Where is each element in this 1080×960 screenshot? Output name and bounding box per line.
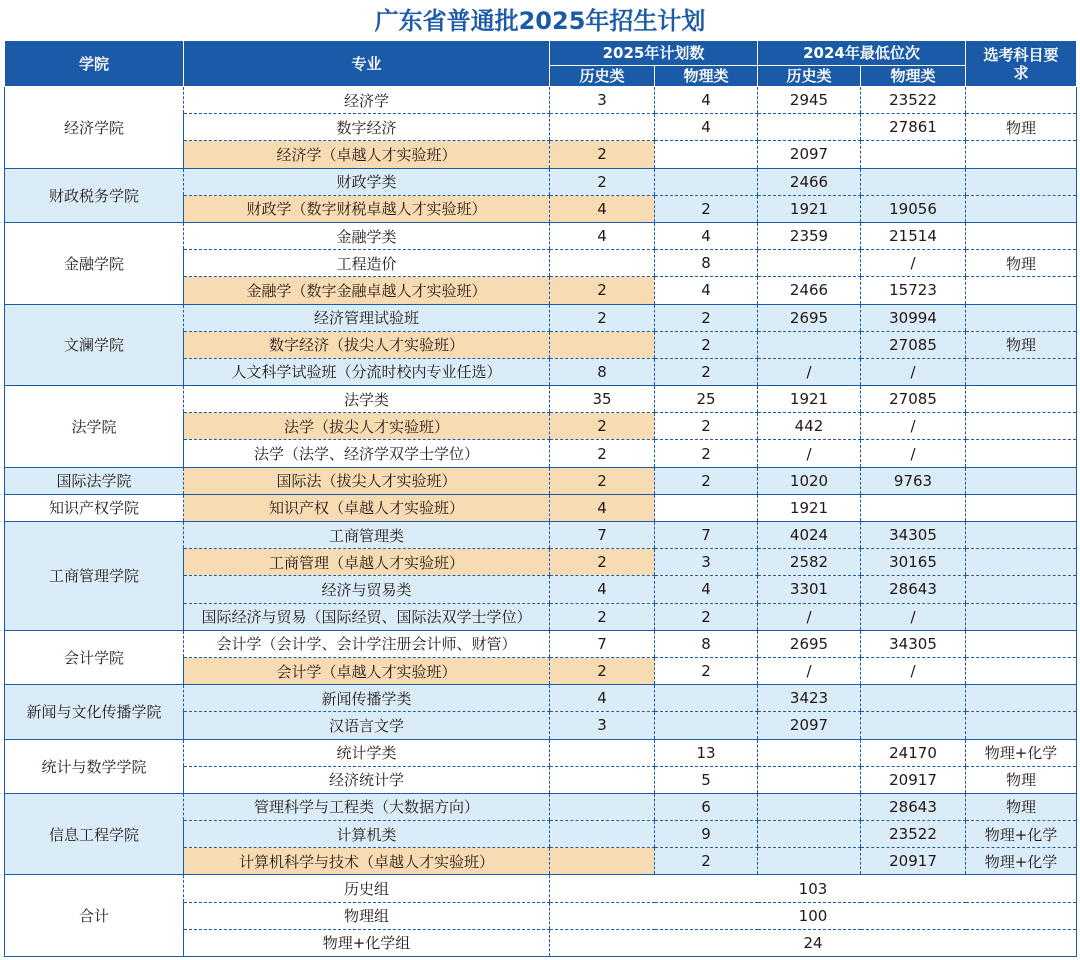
subject-requirement-cell: 物理 — [966, 114, 1077, 141]
table-row — [5, 685, 1077, 712]
enrollment-plan-table — [4, 40, 1077, 957]
plan-physics-cell: 2 — [655, 413, 758, 440]
college-name: 法学院 — [5, 386, 184, 468]
plan-physics-cell: 7 — [655, 522, 758, 549]
table-row — [5, 494, 1077, 521]
rank-physics-cell: 30165 — [861, 549, 966, 576]
subject-requirement-cell — [966, 522, 1077, 549]
subject-requirement-cell — [966, 195, 1077, 222]
plan-history-cell: 3 — [550, 712, 655, 739]
plan-history-cell: 4 — [550, 685, 655, 712]
major-cell: 国际法（拔尖人才实验班） — [184, 467, 550, 494]
plan-history-cell — [550, 114, 655, 141]
plan-history-cell — [550, 821, 655, 848]
rank-history-cell: 2582 — [758, 549, 861, 576]
rank-physics-cell: 34305 — [861, 630, 966, 657]
plan-physics-cell: 25 — [655, 386, 758, 413]
rank-history-cell: 4024 — [758, 522, 861, 549]
subject-requirement-cell — [966, 685, 1077, 712]
header-plan-physics: 物理类 — [655, 66, 758, 87]
subject-requirement-cell — [966, 87, 1077, 114]
header-rank-2024: 2024年最低位次 — [758, 41, 966, 66]
major-cell: 经济管理试验班 — [184, 304, 550, 331]
major-cell: 法学（法学、经济学双学士学位） — [184, 440, 550, 467]
rank-history-cell — [758, 821, 861, 848]
plan-history-cell: 4 — [550, 195, 655, 222]
plan-physics-cell: 3 — [655, 549, 758, 576]
rank-history-cell: 2695 — [758, 304, 861, 331]
rank-history-cell: 3301 — [758, 576, 861, 603]
table-row — [5, 87, 1077, 114]
rank-history-cell: 3423 — [758, 685, 861, 712]
subject-requirement-cell: 物理+化学 — [966, 821, 1077, 848]
rank-physics-cell: / — [861, 250, 966, 277]
rank-physics-cell: / — [861, 440, 966, 467]
plan-history-cell: 2 — [550, 304, 655, 331]
major-cell: 经济统计学 — [184, 766, 550, 793]
major-cell: 工程造价 — [184, 250, 550, 277]
rank-history-cell: 2945 — [758, 87, 861, 114]
rank-history-cell: / — [758, 358, 861, 385]
plan-physics-cell — [655, 685, 758, 712]
total-group-name: 历史组 — [184, 875, 550, 902]
plan-physics-cell: 9 — [655, 821, 758, 848]
header-subject-requirement: 选考科目要求 — [966, 41, 1077, 87]
plan-physics-cell — [655, 712, 758, 739]
rank-history-cell — [758, 114, 861, 141]
rank-physics-cell: 21514 — [861, 222, 966, 249]
major-cell: 法学类 — [184, 386, 550, 413]
rank-history-cell: 1020 — [758, 467, 861, 494]
major-cell: 知识产权（卓越人才实验班） — [184, 494, 550, 521]
college-name: 知识产权学院 — [5, 494, 184, 521]
rank-physics-cell: 28643 — [861, 793, 966, 820]
rank-physics-cell — [861, 168, 966, 195]
plan-physics-cell: 8 — [655, 630, 758, 657]
subject-requirement-cell: 物理+化学 — [966, 739, 1077, 766]
major-cell: 法学（拔尖人才实验班） — [184, 413, 550, 440]
total-group-value: 100 — [550, 902, 1077, 929]
rank-physics-cell — [861, 685, 966, 712]
plan-physics-cell: 13 — [655, 739, 758, 766]
rank-history-cell: 1921 — [758, 386, 861, 413]
major-cell: 计算机类 — [184, 821, 550, 848]
plan-physics-cell: 4 — [655, 576, 758, 603]
rank-history-cell — [758, 848, 861, 875]
plan-physics-cell: 4 — [655, 87, 758, 114]
major-cell: 统计学类 — [184, 739, 550, 766]
subject-requirement-cell — [966, 549, 1077, 576]
plan-history-cell — [550, 848, 655, 875]
plan-physics-cell: 5 — [655, 766, 758, 793]
plan-history-cell: 2 — [550, 168, 655, 195]
table-row — [5, 467, 1077, 494]
plan-physics-cell: 2 — [655, 331, 758, 358]
rank-physics-cell: 23522 — [861, 87, 966, 114]
rank-physics-cell: / — [861, 358, 966, 385]
subject-requirement-cell — [966, 630, 1077, 657]
major-cell: 数字经济 — [184, 114, 550, 141]
major-cell: 汉语言文学 — [184, 712, 550, 739]
plan-history-cell: 2 — [550, 657, 655, 684]
total-group-value: 103 — [550, 875, 1077, 902]
subject-requirement-cell — [966, 277, 1077, 304]
major-cell: 会计学（卓越人才实验班） — [184, 657, 550, 684]
major-cell: 工商管理类 — [184, 522, 550, 549]
rank-history-cell: 1921 — [758, 195, 861, 222]
plan-history-cell — [550, 766, 655, 793]
total-group-value: 24 — [550, 929, 1077, 956]
table-row — [5, 222, 1077, 249]
header-plan-2025: 2025年计划数 — [550, 41, 758, 66]
rank-history-cell — [758, 331, 861, 358]
subject-requirement-cell — [966, 494, 1077, 521]
college-name: 会计学院 — [5, 630, 184, 684]
rank-physics-cell: 30994 — [861, 304, 966, 331]
rank-history-cell: 2466 — [758, 168, 861, 195]
plan-history-cell — [550, 250, 655, 277]
rank-physics-cell: 19056 — [861, 195, 966, 222]
plan-physics-cell: 4 — [655, 222, 758, 249]
rank-physics-cell: 20917 — [861, 766, 966, 793]
major-cell: 工商管理（卓越人才实验班） — [184, 549, 550, 576]
total-row — [5, 875, 1077, 902]
rank-physics-cell — [861, 141, 966, 168]
rank-history-cell — [758, 766, 861, 793]
college-name: 国际法学院 — [5, 467, 184, 494]
major-cell: 财政学类 — [184, 168, 550, 195]
rank-history-cell: 2097 — [758, 141, 861, 168]
major-cell: 计算机科学与技术（卓越人才实验班） — [184, 848, 550, 875]
plan-physics-cell: 2 — [655, 848, 758, 875]
major-cell: 人文科学试验班（分流时校内专业任选） — [184, 358, 550, 385]
plan-physics-cell: 2 — [655, 440, 758, 467]
college-name: 财政税务学院 — [5, 168, 184, 222]
rank-history-cell — [758, 739, 861, 766]
subject-requirement-cell — [966, 576, 1077, 603]
plan-physics-cell: 2 — [655, 195, 758, 222]
table-body — [5, 87, 1077, 957]
subject-requirement-cell — [966, 141, 1077, 168]
rank-physics-cell: / — [861, 413, 966, 440]
plan-physics-cell: 2 — [655, 304, 758, 331]
header-plan-history: 历史类 — [550, 66, 655, 87]
major-cell: 经济学（卓越人才实验班） — [184, 141, 550, 168]
rank-history-cell: 2695 — [758, 630, 861, 657]
header-major: 专业 — [184, 41, 550, 87]
college-name: 新闻与文化传播学院 — [5, 685, 184, 739]
rank-physics-cell: 9763 — [861, 467, 966, 494]
major-cell: 经济与贸易类 — [184, 576, 550, 603]
rank-history-cell: 2359 — [758, 222, 861, 249]
subject-requirement-cell — [966, 657, 1077, 684]
major-cell: 会计学（会计学、会计学注册会计师、财管） — [184, 630, 550, 657]
rank-physics-cell: / — [861, 603, 966, 630]
page-title: 广东省普通批2025年招生计划 — [374, 7, 706, 35]
rank-physics-cell: 28643 — [861, 576, 966, 603]
table-row — [5, 304, 1077, 331]
plan-history-cell: 4 — [550, 494, 655, 521]
plan-physics-cell: 4 — [655, 114, 758, 141]
plan-history-cell: 2 — [550, 603, 655, 630]
plan-history-cell: 2 — [550, 277, 655, 304]
college-name: 文澜学院 — [5, 304, 184, 386]
major-cell: 金融学（数字金融卓越人才实验班） — [184, 277, 550, 304]
plan-history-cell: 4 — [550, 576, 655, 603]
plan-history-cell: 3 — [550, 87, 655, 114]
plan-physics-cell: 4 — [655, 277, 758, 304]
subject-requirement-cell — [966, 440, 1077, 467]
major-cell: 财政学（数字财税卓越人才实验班） — [184, 195, 550, 222]
table-row — [5, 522, 1077, 549]
plan-history-cell: 7 — [550, 630, 655, 657]
plan-history-cell: 2 — [550, 413, 655, 440]
major-cell: 管理科学与工程类（大数据方向） — [184, 793, 550, 820]
plan-history-cell: 2 — [550, 440, 655, 467]
rank-physics-cell: 15723 — [861, 277, 966, 304]
rank-physics-cell: 34305 — [861, 522, 966, 549]
rank-history-cell: 1921 — [758, 494, 861, 521]
header-rank-history: 历史类 — [758, 66, 861, 87]
subject-requirement-cell: 物理 — [966, 331, 1077, 358]
plan-history-cell — [550, 793, 655, 820]
header-rank-physics: 物理类 — [861, 66, 966, 87]
plan-physics-cell: 2 — [655, 603, 758, 630]
subject-requirement-cell: 物理 — [966, 793, 1077, 820]
major-cell: 国际经济与贸易（国际经贸、国际法双学士学位） — [184, 603, 550, 630]
subject-requirement-cell — [966, 168, 1077, 195]
major-cell: 数字经济（拔尖人才实验班） — [184, 331, 550, 358]
subject-requirement-cell — [966, 413, 1077, 440]
rank-physics-cell — [861, 494, 966, 521]
plan-physics-cell: 2 — [655, 358, 758, 385]
subject-requirement-cell: 物理 — [966, 766, 1077, 793]
header-college: 学院 — [5, 41, 184, 87]
college-name: 经济学院 — [5, 87, 184, 169]
plan-history-cell: 8 — [550, 358, 655, 385]
table-row — [5, 386, 1077, 413]
subject-requirement-cell — [966, 386, 1077, 413]
subject-requirement-cell — [966, 712, 1077, 739]
rank-physics-cell: 27085 — [861, 331, 966, 358]
subject-requirement-cell — [966, 467, 1077, 494]
rank-physics-cell: 24170 — [861, 739, 966, 766]
major-cell: 金融学类 — [184, 222, 550, 249]
plan-history-cell: 35 — [550, 386, 655, 413]
table-row — [5, 168, 1077, 195]
college-name: 金融学院 — [5, 222, 184, 304]
subject-requirement-cell: 物理+化学 — [966, 848, 1077, 875]
rank-history-cell: 2097 — [758, 712, 861, 739]
college-name: 信息工程学院 — [5, 793, 184, 875]
plan-history-cell: 2 — [550, 549, 655, 576]
rank-physics-cell — [861, 712, 966, 739]
plan-physics-cell: 8 — [655, 250, 758, 277]
subject-requirement-cell — [966, 304, 1077, 331]
plan-history-cell: 2 — [550, 467, 655, 494]
major-cell: 经济学 — [184, 87, 550, 114]
rank-history-cell: / — [758, 657, 861, 684]
plan-physics-cell — [655, 494, 758, 521]
plan-physics-cell — [655, 168, 758, 195]
rank-physics-cell: 20917 — [861, 848, 966, 875]
plan-history-cell — [550, 331, 655, 358]
rank-history-cell: / — [758, 603, 861, 630]
plan-history-cell — [550, 739, 655, 766]
table-row — [5, 739, 1077, 766]
plan-history-cell: 7 — [550, 522, 655, 549]
table-row — [5, 630, 1077, 657]
subject-requirement-cell — [966, 358, 1077, 385]
rank-history-cell — [758, 793, 861, 820]
table-row — [5, 793, 1077, 820]
total-label: 合计 — [5, 875, 184, 957]
rank-history-cell: 2466 — [758, 277, 861, 304]
major-cell: 新闻传播学类 — [184, 685, 550, 712]
plan-physics-cell: 6 — [655, 793, 758, 820]
rank-history-cell: 442 — [758, 413, 861, 440]
plan-physics-cell: 2 — [655, 467, 758, 494]
subject-requirement-cell — [966, 222, 1077, 249]
plan-history-cell: 2 — [550, 141, 655, 168]
rank-physics-cell: / — [861, 657, 966, 684]
rank-physics-cell: 23522 — [861, 821, 966, 848]
subject-requirement-cell — [966, 603, 1077, 630]
rank-history-cell — [758, 250, 861, 277]
college-name: 统计与数学学院 — [5, 739, 184, 793]
total-group-name: 物理组 — [184, 902, 550, 929]
plan-physics-cell — [655, 141, 758, 168]
college-name: 工商管理学院 — [5, 522, 184, 631]
rank-physics-cell: 27861 — [861, 114, 966, 141]
rank-physics-cell: 27085 — [861, 386, 966, 413]
rank-history-cell: / — [758, 440, 861, 467]
total-group-name: 物理+化学组 — [184, 929, 550, 956]
subject-requirement-cell: 物理 — [966, 250, 1077, 277]
plan-physics-cell: 2 — [655, 657, 758, 684]
plan-history-cell: 4 — [550, 222, 655, 249]
